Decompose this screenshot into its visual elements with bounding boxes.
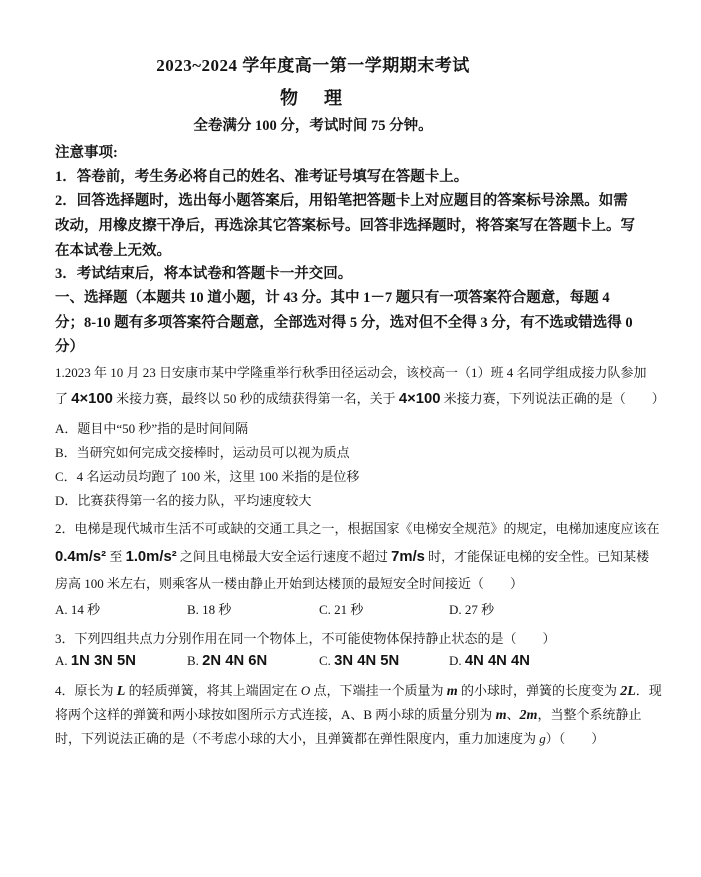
question-4-stem-line: 将两个这样的弹簧和两小球按如图所示方式连接，A、B 两小球的质量分别为 m、2m，当整个系统静止 — [55, 707, 642, 723]
question-2-stem-line: 0.4m/s² 至 1.0m/s² 之间且电梯最大安全运行速度不超过 7m/s 时，才能保证电梯的安全性。已知某楼 — [55, 548, 650, 565]
question-1-option-c: C．4 名运动员均跑了 100 米，这里 100 米指的是位移 — [55, 469, 360, 484]
question-4-stem-line: 4．原长为 L 的轻质弹簧，将其上端固定在 O 点，下端挂一个质量为 m 的小球时，弹簧的长度变为 2L．现 — [55, 683, 662, 699]
question-2-stem-line: 房高 100 米左右，则乘客从一楼由静止开始到达楼顶的最短安全时间接近（ ） — [55, 576, 524, 591]
question-2-option-b: B. 18 秒 — [187, 602, 232, 617]
notice-heading: 注意事项: — [55, 145, 118, 161]
question-1-option-a: A．题目中“50 秒”指的是时间间隔 — [55, 421, 249, 436]
question-4-stem — [55, 679, 681, 751]
question-1-stem — [55, 360, 681, 412]
notice-item-2-line: 改动，用橡皮擦干净后，再选涂其它答案标号。回答非选择题时，将答案写在答题卡上。写 — [55, 218, 635, 234]
question-2-stem-line: 2．电梯是现代城市生活不可或缺的交通工具之一，根据国家《电梯安全规范》的规定，电梯加速度应该在 — [55, 521, 660, 536]
notice-item-1: 1．答卷前，考生务必将自己的姓名、准考证号填写在答题卡上。 — [55, 169, 469, 185]
section-heading-line: 一、选择题（本题共 10 道小题，计 43 分。其中 1－7 题只有一项答案符合题意，每题 4 — [55, 290, 610, 306]
notice-item-2-line: 2．回答选择题时，选出每小题答案后，用铅笔把答题卡上对应题目的答案标号涂黑。如需 — [55, 193, 628, 209]
page-title: 2023~2024 学年度高一第一学期期末考试 — [156, 56, 470, 75]
question-1-option-b: B．当研究如何完成交接棒时，运动员可以视为质点 — [55, 445, 350, 460]
question-3-stem-line: 3．下列四组共点力分别作用在同一个物体上，不可能使物体保持静止状态的是（ ） — [55, 631, 556, 646]
notice-item-2 — [55, 189, 681, 264]
question-2-options — [55, 599, 681, 618]
question-1-stem-line: 1.2023 年 10 月 23 日安康市某中学隆重举行秋季田径运动会，该校高一（1）班 4 名同学组成接力队参加 — [55, 365, 647, 380]
question-3-option-a: A. 1N 3N 5N — [55, 653, 136, 669]
question-2-option-c: C. 21 秒 — [319, 602, 364, 617]
exam-subject: 物 理 — [280, 88, 346, 108]
question-3-option-c: C. 3N 4N 5N — [319, 653, 400, 669]
notice-item-3: 3．考试结束后，将本试卷和答题卡一并交回。 — [55, 266, 353, 282]
question-4-stem-line: 时，下列说法正确的是（不考虑小球的大小，且弹簧都在弹性限度内，重力加速度为 g）（ ） — [55, 731, 605, 746]
question-3-options — [55, 653, 681, 669]
question-2-option-a: A. 14 秒 — [55, 602, 101, 617]
question-3-option-d: D. 4N 4N 4N — [449, 653, 530, 669]
question-3-option-b: B. 2N 4N 6N — [187, 653, 268, 669]
section-heading — [55, 286, 681, 360]
question-1-stem-line: 了 4×100 米接力赛，最终以 50 秒的成绩获得第一名，关于 4×100 米接力赛，下列说法正确的是（ ） — [55, 391, 665, 407]
exam-info: 全卷满分 100 分，考试时间 75 分钟。 — [193, 118, 433, 134]
question-1-options — [55, 417, 681, 513]
question-2-stem — [55, 515, 681, 598]
section-heading-line: 分） — [55, 339, 84, 355]
question-3-stem — [55, 628, 681, 647]
question-2-option-d: D. 27 秒 — [449, 602, 495, 617]
section-heading-line: 分；8-10 题有多项答案符合题意，全部选对得 5 分，选对但不全得 3 分，有不选或错选得 0 — [55, 314, 633, 331]
notice-item-2-line: 在本试卷上无效。 — [55, 243, 171, 259]
question-1-option-d: D．比赛获得第一名的接力队，平均速度较大 — [55, 493, 312, 508]
